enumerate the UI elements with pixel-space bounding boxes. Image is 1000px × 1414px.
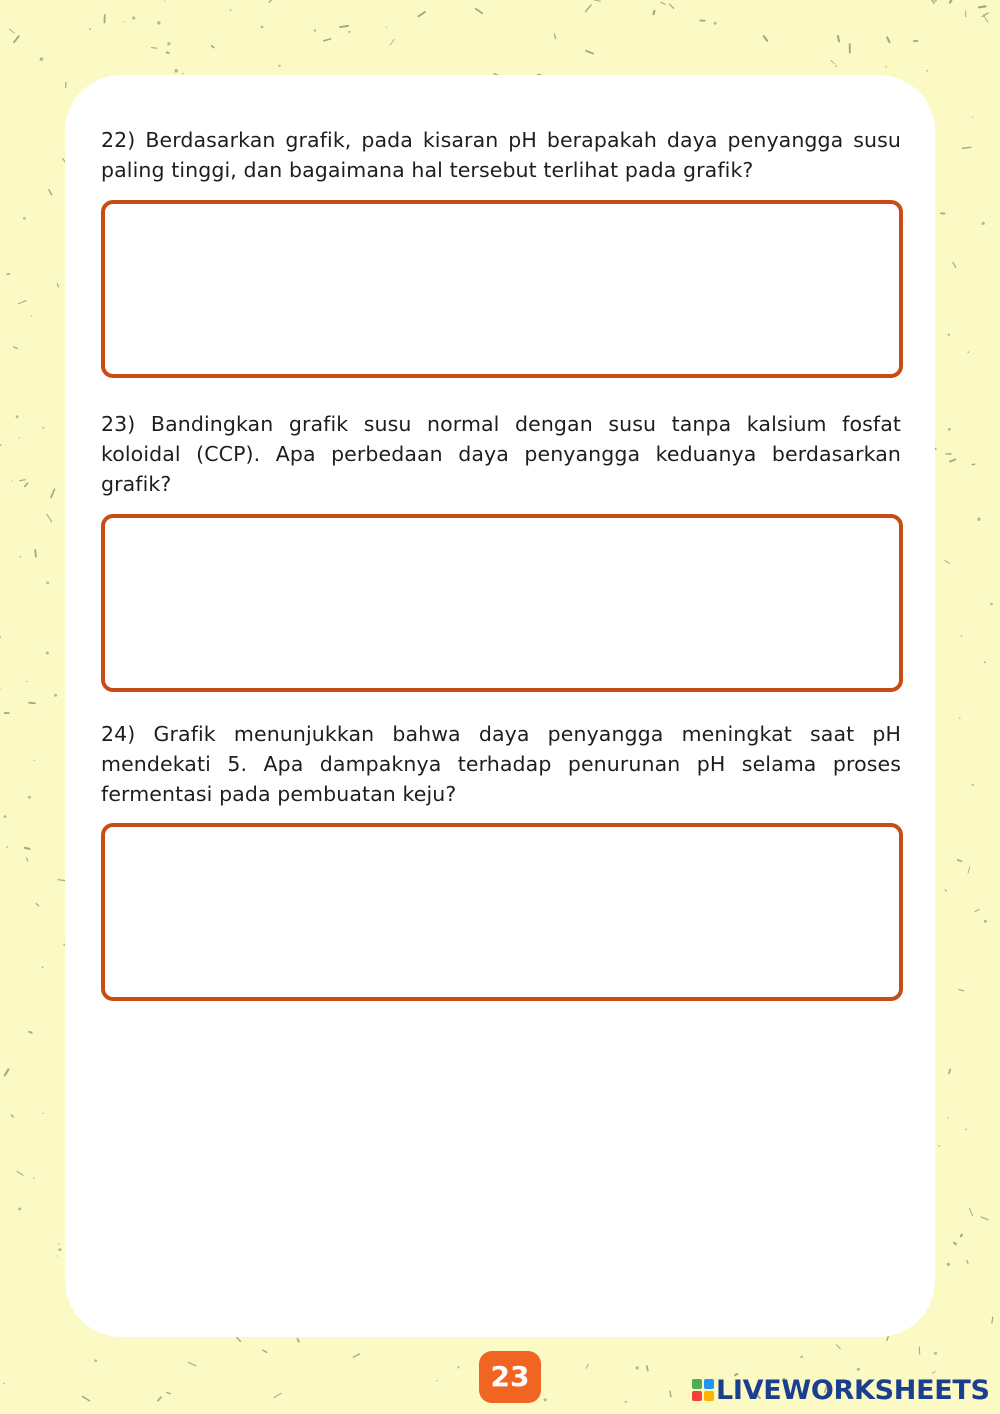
- speckle-mark: [49, 190, 52, 195]
- speckle-mark: [57, 284, 58, 287]
- speckle-dot: [965, 1129, 967, 1131]
- speckle-mark: [29, 1032, 32, 1033]
- speckle-dot: [174, 69, 178, 73]
- speckle-mark: [954, 1243, 956, 1245]
- speckle-mark: [298, 1339, 299, 1342]
- speckle-dot: [31, 315, 32, 316]
- speckle-mark: [950, 460, 955, 462]
- speckle-mark: [593, 0, 600, 1]
- speckle-dot: [42, 427, 44, 429]
- speckle-dot: [261, 26, 264, 29]
- speckle-dot: [972, 117, 973, 118]
- speckle-dot: [19, 437, 20, 438]
- speckle-mark: [945, 561, 949, 564]
- speckle-dot: [6, 846, 8, 848]
- speckle-mark: [353, 1354, 359, 1357]
- speckle-dot: [386, 26, 387, 27]
- speckle-mark: [340, 26, 348, 27]
- speckle-dot: [982, 222, 985, 225]
- speckle-dot: [11, 481, 12, 482]
- answer-box-23[interactable]: [101, 514, 903, 692]
- speckle-dot: [436, 1380, 437, 1381]
- speckle-dot: [57, 1255, 58, 1256]
- speckle-mark: [831, 60, 835, 64]
- speckle-mark: [390, 39, 394, 45]
- speckle-mark: [992, 1317, 993, 1323]
- speckle-mark: [981, 1217, 988, 1220]
- speckle-mark: [18, 301, 26, 304]
- speckle-mark: [152, 48, 157, 49]
- speckle-dot: [43, 1113, 44, 1114]
- speckle-mark: [83, 1396, 90, 1400]
- speckle-dot: [544, 1398, 547, 1401]
- speckle-mark: [10, 29, 15, 33]
- speckle-mark: [887, 38, 889, 43]
- speckle-dot: [636, 1366, 639, 1369]
- speckle-dot: [28, 796, 31, 799]
- speckle-mark: [25, 848, 30, 849]
- speckle-dot: [625, 1401, 627, 1403]
- speckle-mark: [961, 1235, 962, 1237]
- speckle-mark: [274, 1393, 282, 1398]
- speckle-mark: [36, 904, 39, 906]
- liveworksheets-logo-icon: [692, 1379, 714, 1401]
- speckle-dot: [94, 1359, 97, 1362]
- speckle-dot: [926, 70, 928, 72]
- speckle-mark: [661, 2, 665, 4]
- speckle-mark: [647, 1366, 648, 1370]
- speckle-mark: [837, 1345, 841, 1349]
- speckle-mark: [838, 36, 839, 42]
- speckle-mark: [932, 0, 934, 3]
- speckle-mark: [11, 1115, 13, 1117]
- speckle-mark: [324, 39, 331, 41]
- speckle-dot: [948, 334, 950, 336]
- speckle-dot: [961, 635, 963, 637]
- speckle-dot: [938, 1145, 940, 1147]
- speckle-dot: [972, 784, 974, 786]
- speckle-dot: [948, 428, 951, 431]
- speckle-dot: [132, 16, 135, 19]
- speckle-dot: [835, 65, 837, 67]
- speckle-dot: [857, 1368, 860, 1371]
- speckle-mark: [969, 1208, 972, 1215]
- speckle-mark: [953, 262, 956, 267]
- speckle-dot: [457, 1366, 459, 1368]
- speckle-dot: [714, 22, 717, 25]
- speckle-mark: [212, 46, 214, 48]
- speckle-mark: [17, 1171, 23, 1175]
- speckle-dot: [58, 1243, 60, 1245]
- speckle-mark: [586, 1364, 588, 1368]
- speckle-dot: [314, 29, 316, 31]
- speckle-mark: [670, 1391, 671, 1397]
- speckle-mark: [959, 990, 964, 991]
- speckle-mark: [13, 347, 17, 349]
- speckle-mark: [972, 464, 974, 465]
- speckle-dot: [42, 966, 44, 968]
- speckle-mark: [47, 514, 52, 522]
- speckle-mark: [975, 909, 979, 911]
- speckle-dot: [278, 65, 280, 67]
- speckle-dot: [0, 636, 1, 638]
- question-24-text: 24) Grafik menunjukkan bahwa daya penyangga meningkat saat pH mendekati 5. Apa dampaknya terhadap penurunan pH selama proses fermentasi pada pembuatan keju?: [101, 722, 901, 806]
- speckle-dot: [23, 217, 26, 220]
- speckle-dot: [46, 582, 49, 585]
- speckle-dot: [18, 1208, 21, 1211]
- speckle-mark: [963, 147, 971, 148]
- speckle-mark: [586, 51, 593, 54]
- speckle-mark: [167, 52, 169, 53]
- speckle-mark: [654, 11, 655, 14]
- speckle-dot: [124, 21, 125, 22]
- speckle-mark: [979, 6, 985, 7]
- speckle-dot: [46, 652, 49, 655]
- speckle-dot: [990, 603, 993, 606]
- speckle-dot: [934, 0, 937, 2]
- speckle-dot: [157, 21, 160, 24]
- speckle-dot: [4, 815, 7, 818]
- speckle-mark: [950, 0, 952, 3]
- speckle-mark: [35, 550, 36, 557]
- speckle-dot: [33, 1177, 35, 1179]
- speckle-mark: [555, 34, 556, 38]
- speckle-dot: [20, 556, 22, 558]
- speckle-mark: [14, 36, 19, 42]
- question-22-text: 22) Berdasarkan grafik, pada kisaran pH berapakah daya penyangga susu paling tinggi, dan bagaimana hal tersebut terlihat pada grafik?: [101, 128, 901, 182]
- speckle-mark: [945, 890, 946, 892]
- speckle-mark: [669, 4, 674, 8]
- speckle-dot: [167, 42, 170, 45]
- speckle-dot: [934, 1352, 937, 1355]
- answer-box-24[interactable]: [101, 823, 903, 1001]
- answer-box-22[interactable]: [101, 200, 903, 378]
- speckle-dot: [959, 718, 961, 720]
- speckle-mark: [419, 12, 425, 16]
- speckle-mark: [263, 1350, 267, 1352]
- speckle-dot: [947, 1263, 950, 1266]
- speckle-dot: [89, 28, 91, 30]
- speckle-mark: [27, 858, 28, 862]
- speckle-dot: [984, 920, 987, 923]
- speckle-mark: [188, 1362, 196, 1366]
- speckle-mark: [949, 1069, 950, 1073]
- speckle-mark: [476, 9, 483, 13]
- question-23-text: 23) Bandingkan grafik susu normal dengan susu tanpa kalsium fosfat koloidal (CCP). Apa perbedaan daya penyangga keduanya berdasarkan grafik?: [101, 412, 901, 496]
- speckle-mark: [20, 480, 26, 481]
- speckle-dot: [947, 1117, 948, 1118]
- speckle-mark: [158, 1397, 161, 1401]
- speckle-dot: [40, 57, 44, 61]
- brand-name: LIVEWORKSHEETS: [716, 1374, 990, 1406]
- speckle-mark: [51, 489, 55, 497]
- liveworksheets-brand[interactable]: [692, 1372, 990, 1408]
- speckle-mark: [167, 1393, 171, 1394]
- speckle-dot: [967, 351, 969, 353]
- speckle-mark: [967, 1261, 968, 1264]
- speckle-mark: [764, 36, 767, 41]
- speckle-dot: [800, 1356, 803, 1359]
- page-number-badge: 23: [479, 1351, 541, 1403]
- speckle-mark: [29, 703, 35, 704]
- speckle-dot: [26, 681, 28, 683]
- speckle-dot: [58, 1248, 61, 1251]
- speckle-dot: [348, 31, 350, 33]
- speckle-dot: [3, 1383, 5, 1385]
- speckle-dot: [16, 415, 19, 418]
- speckle-mark: [586, 5, 591, 12]
- speckle-dot: [34, 760, 35, 761]
- speckle-mark: [269, 0, 271, 2]
- speckle-mark: [958, 860, 962, 862]
- speckle-dot: [885, 66, 887, 68]
- speckle-dot: [54, 694, 57, 697]
- speckle-mark: [968, 867, 970, 874]
- speckle-dot: [984, 661, 986, 663]
- speckle-dot: [977, 518, 980, 521]
- speckle-dot: [0, 444, 2, 446]
- speckle-dot: [230, 9, 232, 11]
- speckle-mark: [5, 1069, 9, 1075]
- speckle-mark: [25, 483, 28, 486]
- speckle-dot: [164, 1, 165, 2]
